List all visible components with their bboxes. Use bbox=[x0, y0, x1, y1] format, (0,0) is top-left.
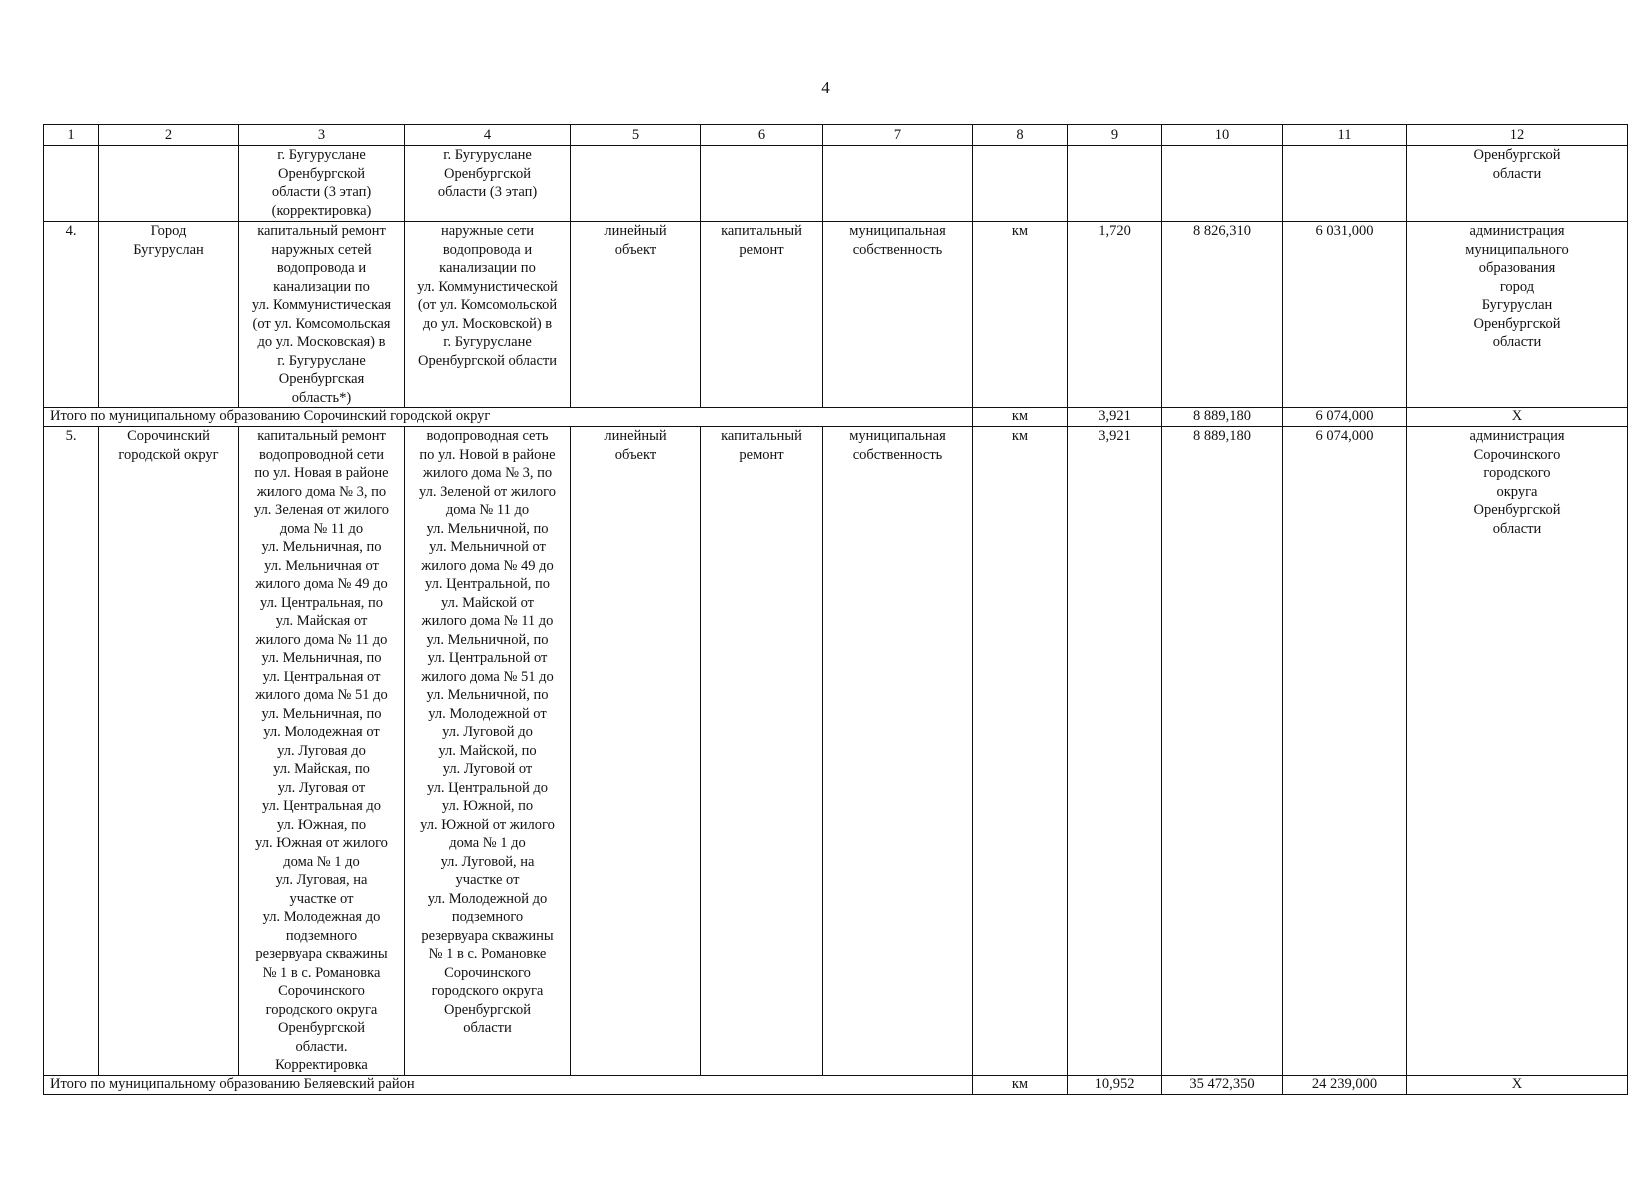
object-name-cell: г. Бугуруслане Оренбургской области (3 этап) (корректировка) bbox=[239, 146, 405, 222]
mark-cell: Х bbox=[1407, 1075, 1628, 1094]
subsidy-cell: 6 074,000 bbox=[1283, 427, 1407, 1076]
mark-cell: Х bbox=[1407, 408, 1628, 427]
column-number: 9 bbox=[1068, 125, 1162, 146]
total-label: Итого по муниципальному образованию Сорочинский городской округ bbox=[44, 408, 973, 427]
cost-cell: 8 826,310 bbox=[1162, 222, 1283, 408]
customer-cell: администрация муниципального образования город Бугуруслан Оренбургской области bbox=[1407, 222, 1628, 408]
column-number: 6 bbox=[701, 125, 823, 146]
cost-cell: 8 889,180 bbox=[1162, 427, 1283, 1076]
column-number: 3 bbox=[239, 125, 405, 146]
customer-cell: Оренбургской области bbox=[1407, 146, 1628, 222]
unit-cell: км bbox=[973, 408, 1068, 427]
column-number: 11 bbox=[1283, 125, 1407, 146]
total-row-belyaevsky bbox=[44, 1075, 1628, 1094]
municipality-cell: Город Бугуруслан bbox=[99, 222, 239, 408]
length-cell: 3,921 bbox=[1068, 427, 1162, 1076]
column-number: 10 bbox=[1162, 125, 1283, 146]
column-number: 8 bbox=[973, 125, 1068, 146]
continuation-row bbox=[44, 146, 1628, 222]
object-type-cell: линейный объект bbox=[571, 222, 701, 408]
object-desc-cell: водопроводная сеть по ул. Новой в районе жилого дома № 3, по ул. Зеленой от жилого дома № 11 до ул. Мельничной, по ул. Мельничной от жилого дома № 49 до ул. Центральной, по ул. Майской от жилого дома № 11 до ул. Мельничной, по ул. Центральной от жилого дома № 51 до ул. Мельничной, по ул. Молодежной от ул. Луговой до ул. Майской, по ул. Луговой от ул. Центральной до ул. Южной, по ул. Южной от жилого дома № 1 до ул. Луговой, на участке от ул. Молодежной до подземного резервуара скважины № 1 в с. Романовке Сорочинского городского округа Оренбургской области bbox=[405, 427, 571, 1076]
cost-cell: 8 889,180 bbox=[1162, 408, 1283, 427]
column-number: 5 bbox=[571, 125, 701, 146]
unit-cell: км bbox=[973, 427, 1068, 1076]
length-cell: 3,921 bbox=[1068, 408, 1162, 427]
column-number: 7 bbox=[823, 125, 973, 146]
work-type-cell: капитальный ремонт bbox=[701, 427, 823, 1076]
work-type-cell: капитальный ремонт bbox=[701, 222, 823, 408]
length-cell: 10,952 bbox=[1068, 1075, 1162, 1094]
customer-cell: администрация Сорочинского городского округа Оренбургской области bbox=[1407, 427, 1628, 1076]
municipality-cell: Сорочинский городской округ bbox=[99, 427, 239, 1076]
object-name-cell: капитальный ремонт водопроводной сети по ул. Новая в районе жилого дома № 3, по ул. Зеленая от жилого дома № 11 до ул. Мельничная, по ул. Мельничная от жилого дома № 49 до ул. Центральная, по ул. Майская от жилого дома № 11 до ул. Мельничная, по ул. Центральная от жилого дома № 51 до ул. Мельничная, по ул. Молодежная от ул. Луговая до ул. Майская, по ул. Луговая от ул. Центральная до ул. Южная, по ул. Южная от жилого дома № 1 до ул. Луговая, на участке от ул. Молодежная до подземного резервуара скважины № 1 в с. Романовка Сорочинского городского округа Оренбургской области. Корректировка bbox=[239, 427, 405, 1076]
page-number: 4 bbox=[821, 78, 830, 97]
table-row bbox=[44, 222, 1628, 408]
column-number: 1 bbox=[44, 125, 99, 146]
table-row bbox=[44, 427, 1628, 1076]
total-label: Итого по муниципальному образованию Беляевский район bbox=[44, 1075, 973, 1094]
object-type-cell: линейный объект bbox=[571, 427, 701, 1076]
object-name-cell: капитальный ремонт наружных сетей водопровода и канализации по ул. Коммунистическая (от ул. Комсомольская до ул. Московская) в г. Бугуруслане Оренбургская область*) bbox=[239, 222, 405, 408]
total-row-sorochinsky bbox=[44, 408, 1628, 427]
subsidy-cell: 6 031,000 bbox=[1283, 222, 1407, 408]
cost-cell: 35 472,350 bbox=[1162, 1075, 1283, 1094]
column-numbers-row bbox=[44, 125, 1628, 146]
ownership-cell: муниципальная собственность bbox=[823, 222, 973, 408]
column-number: 4 bbox=[405, 125, 571, 146]
row-number: 5. bbox=[44, 427, 99, 1076]
column-number: 12 bbox=[1407, 125, 1628, 146]
objects-table bbox=[43, 124, 1628, 1095]
unit-cell: км bbox=[973, 222, 1068, 408]
unit-cell: км bbox=[973, 1075, 1068, 1094]
object-desc-cell: г. Бугуруслане Оренбургской области (3 этап) bbox=[405, 146, 571, 222]
subsidy-cell: 6 074,000 bbox=[1283, 408, 1407, 427]
object-desc-cell: наружные сети водопровода и канализации по ул. Коммунистической (от ул. Комсомольской до ул. Московской) в г. Бугуруслане Оренбургской области bbox=[405, 222, 571, 408]
row-number: 4. bbox=[44, 222, 99, 408]
ownership-cell: муниципальная собственность bbox=[823, 427, 973, 1076]
column-number: 2 bbox=[99, 125, 239, 146]
subsidy-cell: 24 239,000 bbox=[1283, 1075, 1407, 1094]
length-cell: 1,720 bbox=[1068, 222, 1162, 408]
